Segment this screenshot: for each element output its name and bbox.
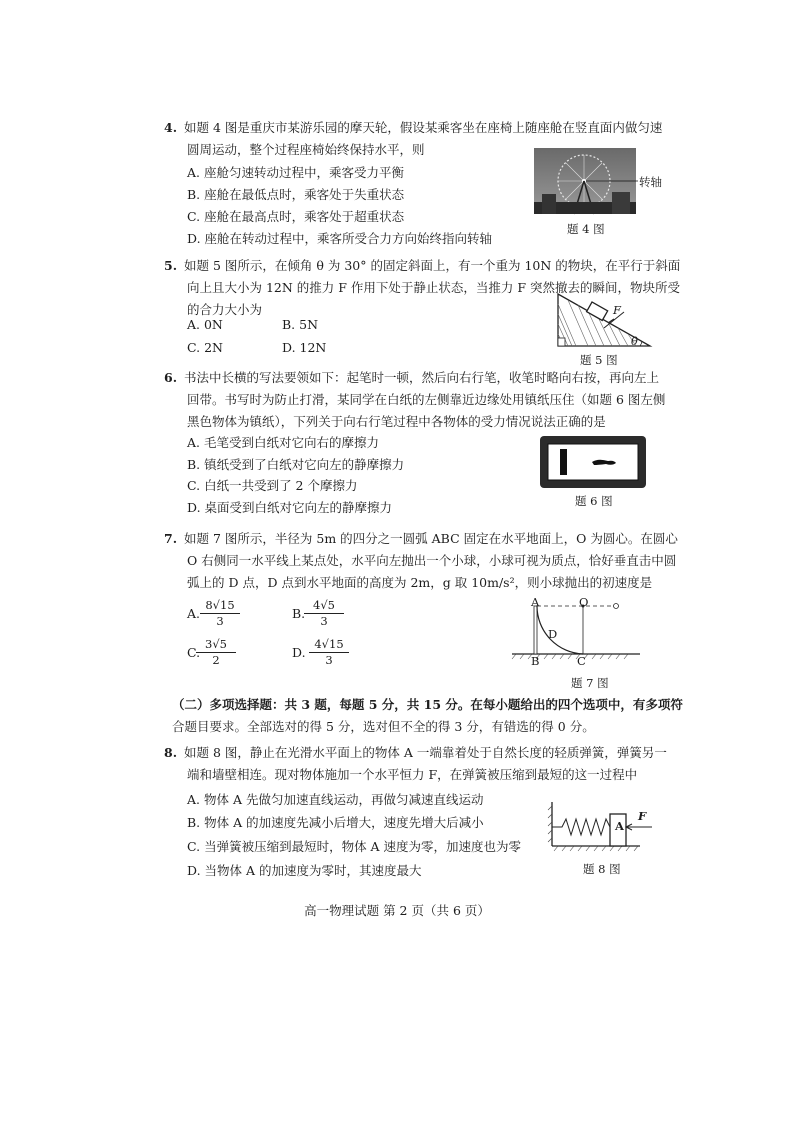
q6-option-c: C. 白纸一共受到了 2 个摩擦力 [187,478,358,493]
q7-figure-caption: 题 7 图 [571,676,609,690]
q6-stem-line2: 回带。书写时为防止打滑，某同学在白纸的左侧靠近边缘处用镇纸压住（如题 6 图左侧 [187,392,666,407]
q8-number: 8. [164,745,178,760]
q5-option-b: B. 5N [282,317,319,332]
q8-option-a: A. 物体 A 先做匀加速直线运动，再做匀减速直线运动 [187,792,484,807]
q5-figure-caption: 题 5 图 [580,353,618,367]
q7-option-c-numerator: 3√5 [196,637,236,653]
q7-option-d-numerator: 4√15 [309,637,349,653]
q8-option-c: C. 当弹簧被压缩到最短时，物体 A 速度为零，加速度也为零 [187,839,522,854]
q8-stem-line1: 如题 8 图，静止在光滑水平面上的物体 A 一端靠着处于自然长度的轻质弹簧，弹簧另一 [184,745,667,760]
q8-block-label: A [615,819,624,833]
q4-option-c: C. 座舱在最高点时，乘客处于超重状态 [187,209,405,224]
q5-incline-figure [554,290,654,350]
q6-stem-line3: 黑色物体为镇纸），下列关于向右行笔过程中各物体的受力情况说法正确的是 [187,414,606,429]
q6-option-a: A. 毛笔受到白纸对它向右的摩擦力 [187,435,379,450]
q7-option-b-numerator: 4√5 [304,598,344,614]
q7-point-o: O [579,595,589,609]
q5-option-c: C. 2N [187,340,223,355]
q7-option-d-label: D. [292,645,306,660]
q5-force-label: F [613,303,621,317]
q7-option-b-label: B. [292,606,306,621]
q6-calligraphy-figure [540,436,646,488]
q6-stem-line1: 书法中长横的写法要领如下：起笔时一顿，然后向右行笔，收笔时略向右按，再向左上 [184,370,660,385]
q7-point-b: B [531,654,540,668]
q7-option-c-fraction [196,637,236,668]
q5-angle-label: θ [631,334,638,348]
q7-option-b-denominator: 3 [320,614,328,628]
q7-option-a-denominator: 3 [216,614,224,628]
q4-stem-line1: 如题 4 图是重庆市某游乐园的摩天轮，假设某乘客坐在座椅上随座舱在竖直面内做匀速 [184,120,663,135]
q4-option-b: B. 座舱在最低点时，乘客处于失重状态 [187,187,405,202]
q6-option-b: B. 镇纸受到了白纸对它向左的静摩擦力 [187,457,405,472]
q8-force-label: F [638,809,647,823]
q8-spring-figure [548,800,656,852]
q4-option-a: A. 座舱匀速转动过程中，乘客受力平衡 [187,165,404,180]
q4-figure-caption: 题 4 图 [567,222,605,236]
q4-axis-label: 转轴 [639,175,662,189]
q7-point-d: D [548,627,558,641]
q7-option-d-fraction [309,637,349,668]
q8-stem-line2: 端和墙壁相连。现对物体施加一个水平恒力 F，在弹簧被压缩到最短的这一过程中 [187,767,638,782]
q4-stem-line2: 圆周运动，整个过程座椅始终保持水平，则 [187,142,425,157]
q8-option-d: D. 当物体 A 的加速度为零时，其速度最大 [187,863,422,878]
q5-stem-line2: 向上且大小为 12N 的推力 F 作用下处于静止状态，当推力 F 突然撤去的瞬间，物块所受 [187,280,681,295]
q6-figure-caption: 题 6 图 [575,494,613,508]
page-footer: 高一物理试题 第 2 页（共 6 页） [304,903,490,918]
q5-option-d: D. 12N [282,340,327,355]
q7-stem-line1: 如题 7 图所示，半径为 5m 的四分之一圆弧 ABC 固定在水平地面上，O 为圆心。在圆心 [184,531,678,546]
q7-stem-line3: 弧上的 D 点，D 点到水平地面的高度为 2m，g 取 10m/s²，则小球抛出的初速度是 [187,575,653,590]
q8-option-b: B. 物体 A 的加速度先减小后增大，速度先增大后减小 [187,815,484,830]
q5-number: 5. [164,258,178,273]
section2-header-line1: （二）多项选择题：共 3 题，每题 5 分，共 15 分。在每小题给出的四个选项中，有多项符 [172,697,683,712]
q4-ferris-wheel-figure [534,148,636,214]
q7-option-a-label: A. [187,606,201,621]
q7-stem-line2: O 右侧同一水平线上某点处，水平向左抛出一个小球，小球可视为质点，恰好垂直击中圆 [187,553,677,568]
q7-point-a: A [531,595,540,609]
q6-option-d: D. 桌面受到白纸对它向左的静摩擦力 [187,500,393,515]
q4-option-d: D. 座舱在转动过程中，乘客所受合力方向始终指向转轴 [187,231,493,246]
q8-figure-caption: 题 8 图 [583,862,621,876]
q7-option-a-numerator: 8√15 [200,598,240,614]
section2-header-line2: 合题目要求。全部选对的得 5 分，选对但不全的得 3 分，有错选的得 0 分。 [172,719,595,734]
q7-option-c-label: C. [187,645,201,660]
q5-stem-line3: 的合力大小为 [187,302,263,317]
q7-option-d-denominator: 3 [325,653,333,667]
q7-point-c: C [577,654,586,668]
q7-option-a-fraction [200,598,240,629]
q5-option-a: A. 0N [187,317,223,332]
q7-number: 7. [164,531,178,546]
q4-number: 4. [164,120,178,135]
q7-option-b-fraction [304,598,344,629]
q5-stem-line1: 如题 5 图所示，在倾角 θ 为 30° 的固定斜面上，有一个重为 10N 的物块，在平行于斜面 [184,258,681,273]
q6-number: 6. [164,370,178,385]
q7-option-c-denominator: 2 [212,653,220,667]
